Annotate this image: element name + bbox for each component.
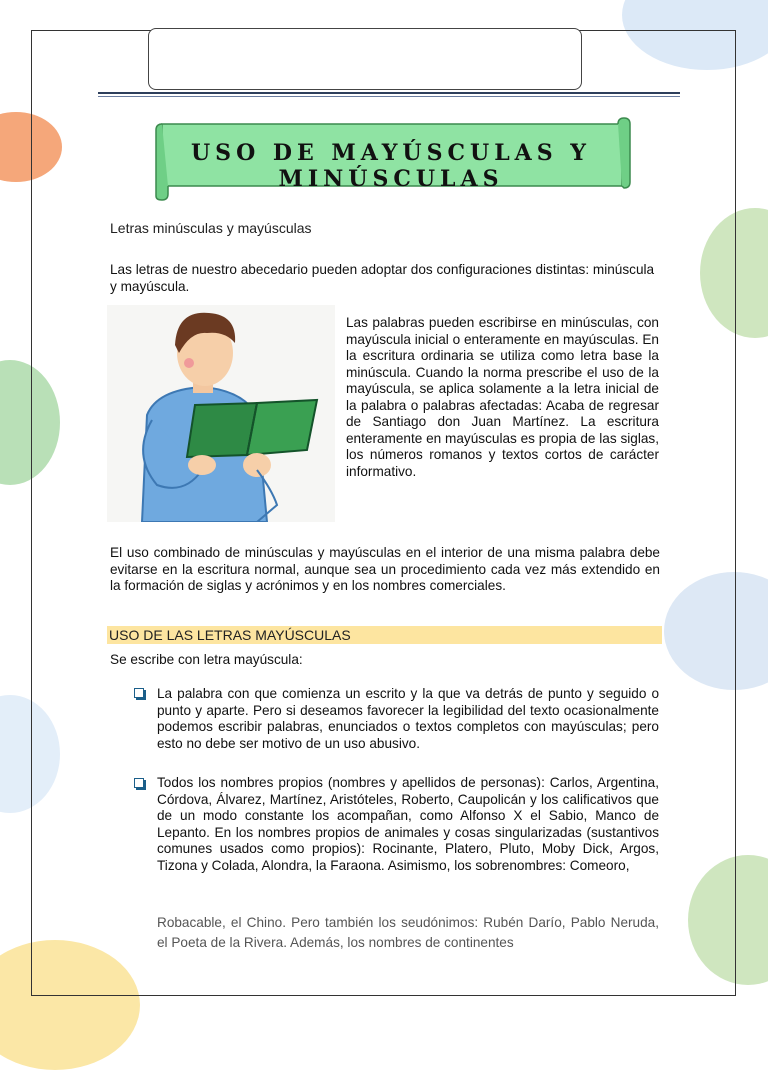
checkbox-bullet-icon bbox=[134, 778, 144, 788]
header-rule bbox=[98, 92, 680, 94]
list-item: Todos los nombres propios (nombres y apellidos de personas): Carlos, Argentina, Córdova, Álvarez, Martínez, Aristóteles, Roberto, Caupolicán y los calificativos que de un modo constante los acompañan, como Alfonso X el Sabio, Manco de Lepanto. En los nombres propios de animales y cosas singularizadas (sustantivos comunes usados como propios): Rocinante, Platero, Pluto, Moby Dick, Argos, Tizona y Colada, Alondra, la Faraona. Asimismo, los sobrenombres: Comeoro, bbox=[157, 775, 659, 873]
section-intro: Se escribe con letra mayúscula: bbox=[110, 652, 303, 667]
subtitle: Letras minúsculas y mayúsculas bbox=[110, 220, 312, 236]
page-title: USO DE MAYÚSCULAS Y MINÚSCULAS bbox=[191, 140, 591, 192]
paragraph-intro: Las letras de nuestro abecedario pueden adoptar dos configuraciones distintas: minúscula y mayúscula. bbox=[110, 262, 655, 294]
paragraph-body: Las palabras pueden escribirse en minúsculas, con mayúscula inicial o enteramente en mayúsculas. En la escritura ordinaria se utiliza como letra base la minúscula. Cuando la norma prescribe el uso de la mayúscula, se aplica solamente a la letra inicial de la palabra o palabras afectadas: Acaba de regresar de Santiago don Juan Martínez. La escritura enteramente en mayúsculas es propia de las siglas, los números romanos y textos cortos de carácter informativo. bbox=[346, 315, 659, 479]
checkbox-bullet-icon bbox=[134, 688, 144, 698]
paragraph-combined-use: El uso combinado de minúsculas y mayúsculas en el interior de una misma palabra debe evitarse en la escritura normal, aunque sea un procedimiento cada vez más extendido en la formación de siglas y acrónimos y en los nombres comerciales. bbox=[110, 545, 660, 593]
section-heading: USO DE LAS LETRAS MAYÚSCULAS bbox=[107, 626, 662, 644]
man-reading-book-illustration bbox=[107, 305, 335, 522]
header-box bbox=[148, 28, 582, 90]
header-rule-thin bbox=[98, 96, 680, 97]
list-item-continuation: Robacable, el Chino. Pero también los seudónimos: Rubén Darío, Pablo Neruda, el Poeta de la Rivera. Además, los nombres de continentes bbox=[157, 915, 659, 950]
list-item: La palabra con que comienza un escrito y la que va detrás de punto y seguido o punto y aparte. Pero si deseamos favorecer la legibilidad del texto ocasionalmente podemos escribir palabras, enunciados o textos completos con mayúsculas; pero esto no debe ser motivo de un uso abusivo. bbox=[157, 686, 659, 751]
